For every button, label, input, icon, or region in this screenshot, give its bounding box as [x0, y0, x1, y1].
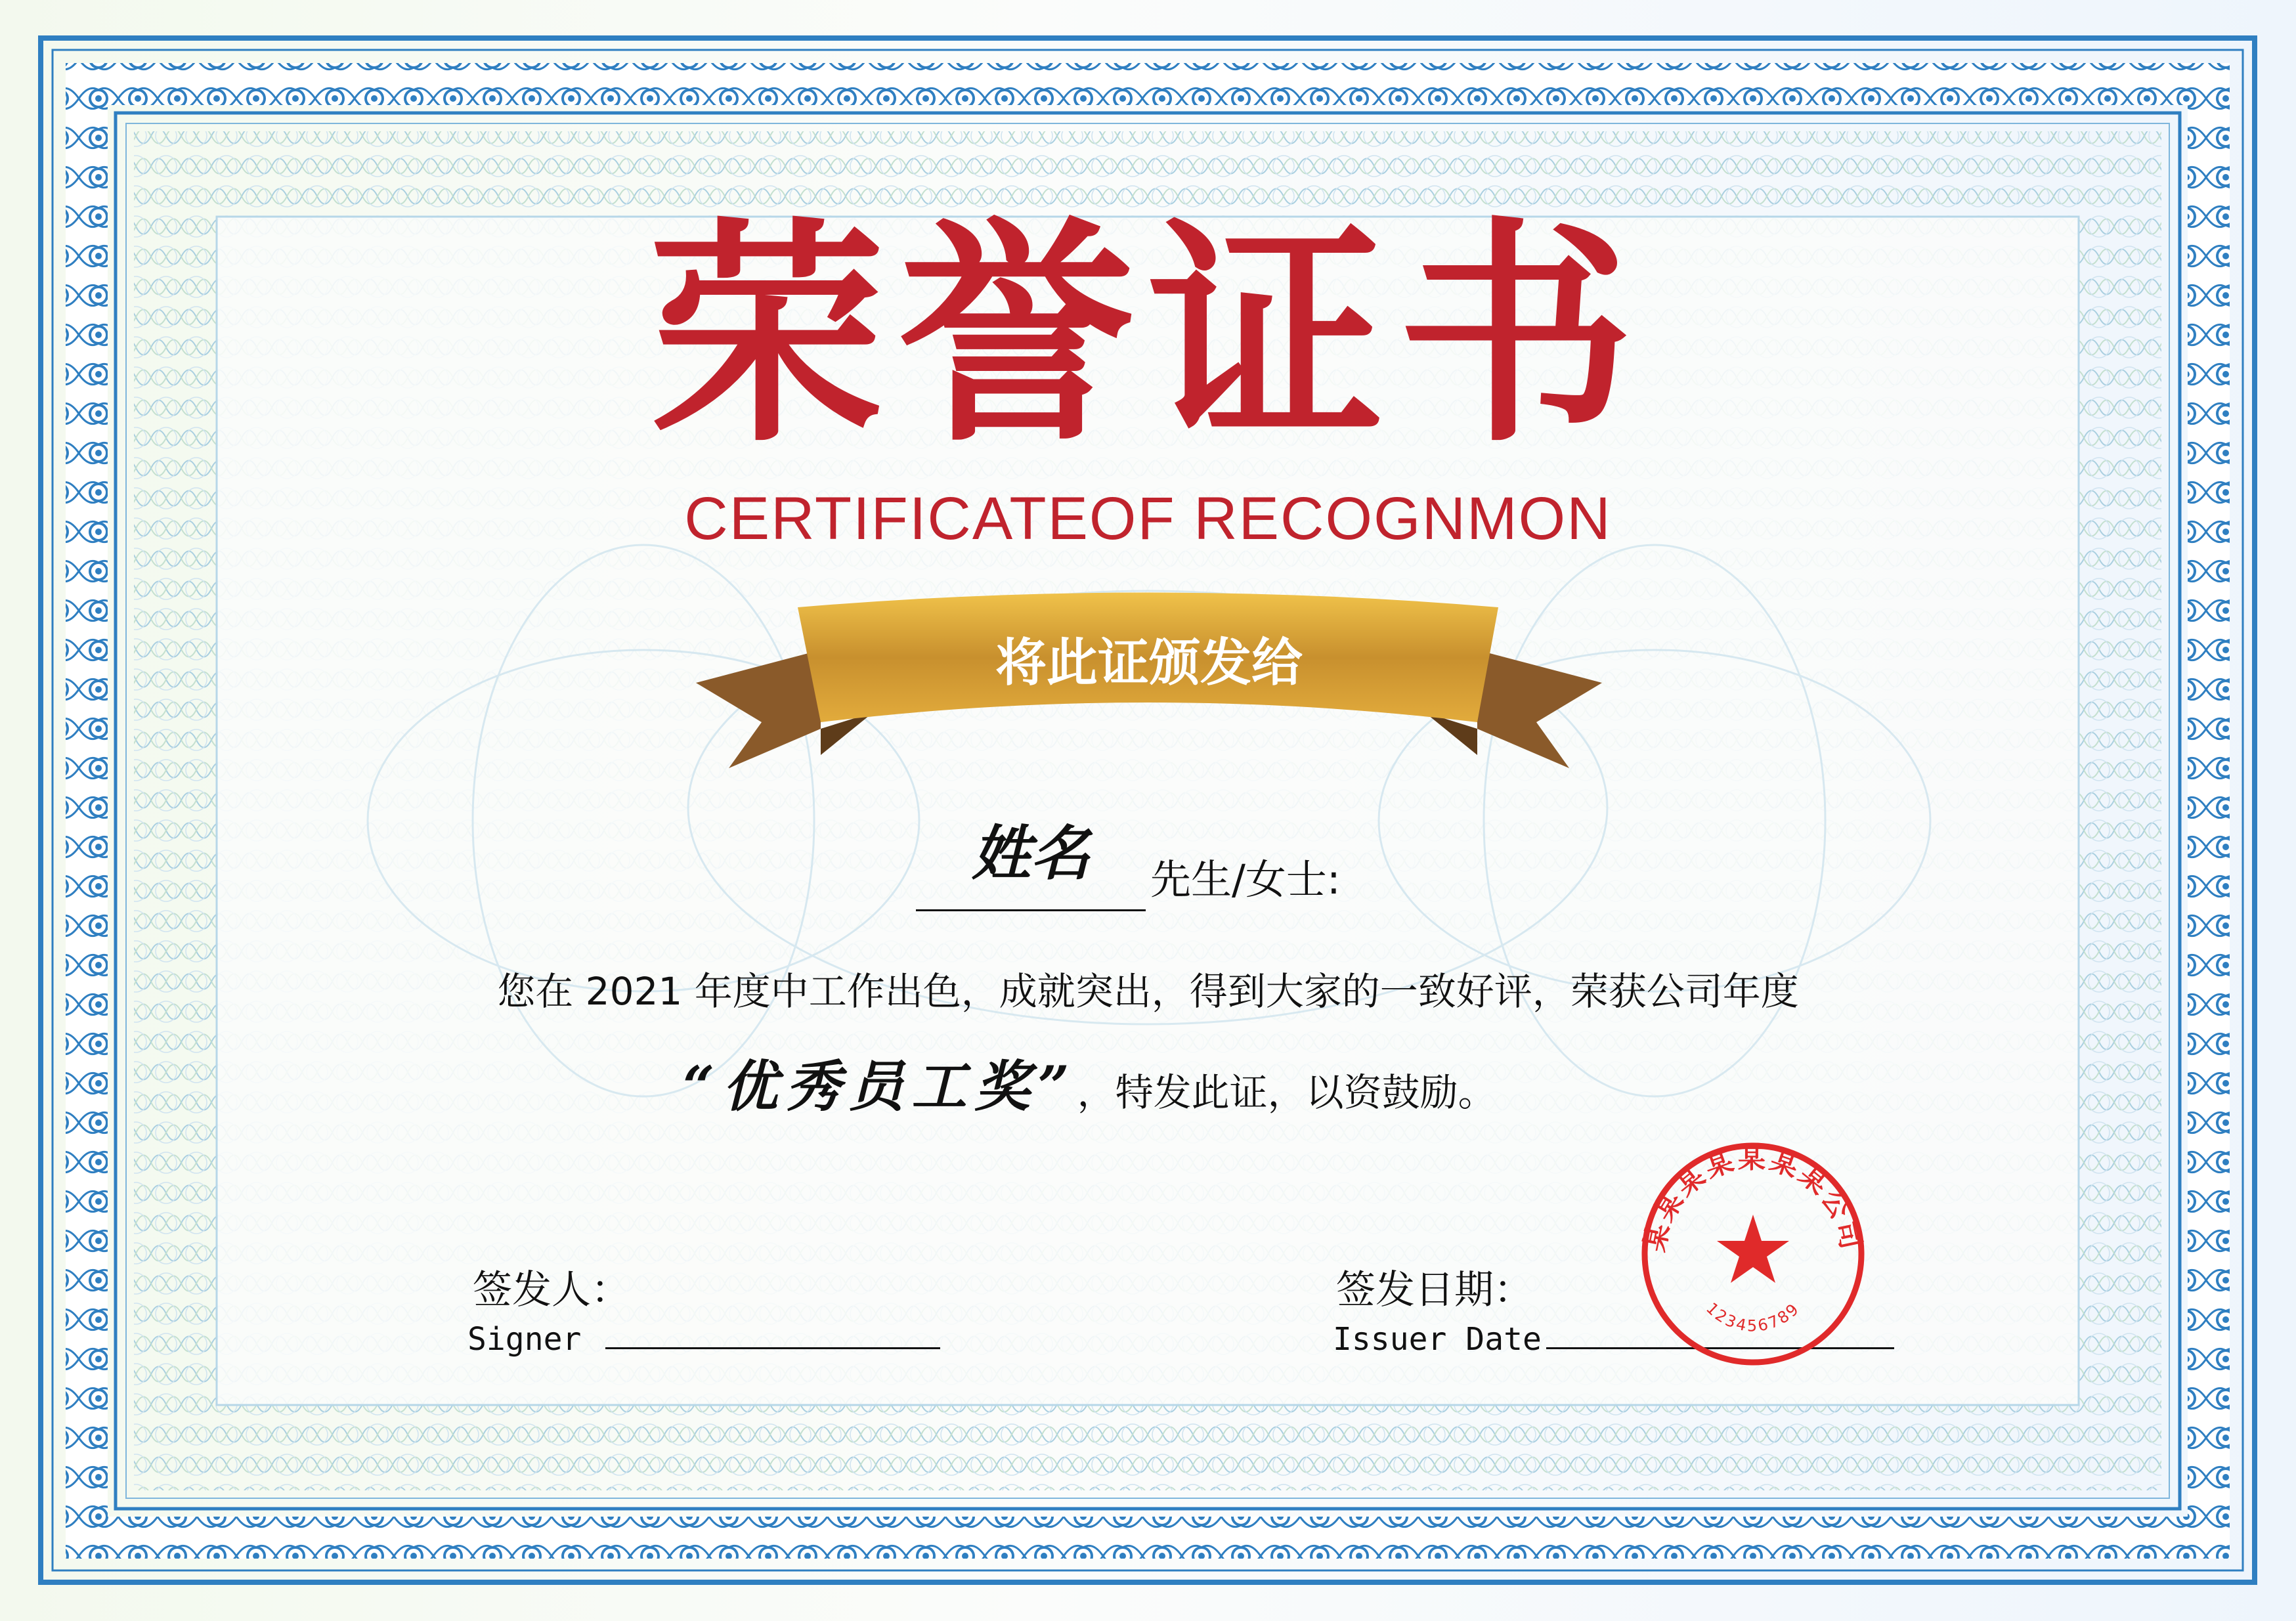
seal-company-text: 某某某某某某某公司: [1637, 1142, 1869, 1255]
certificate-title: 荣誉证书: [649, 196, 1647, 473]
body-text-line1: 您在 2021 年度中工作出色，成就突出，得到大家的一致好评，荣获公司年度: [497, 969, 1799, 1014]
issue-date-label-en: Issuer Date: [1333, 1321, 1542, 1358]
recipient-name: 姓名: [972, 819, 1090, 888]
body-text-line2: [683, 1050, 1496, 1123]
award-name: “优秀员工奖”: [683, 1054, 1077, 1119]
star-icon: [1717, 1215, 1789, 1283]
signer-underline: [605, 1347, 940, 1349]
signer-label-cn: 签发人：: [473, 1267, 630, 1313]
body-text-line2-rest: ，特发此证，以资鼓励。: [1077, 1070, 1496, 1115]
salutation: 先生/女士:: [1150, 855, 1341, 903]
ribbon-text: 将此证颁发给: [995, 633, 1303, 693]
svg-text:123456789: [1702, 1299, 1804, 1335]
issue-date-label-cn: 签发日期：: [1336, 1267, 1533, 1313]
company-seal: [1628, 1129, 1878, 1379]
seal-serial-number: 123456789: [1702, 1299, 1804, 1335]
certificate-subtitle: CERTIFICATEOF RECOGNMON: [684, 485, 1612, 552]
recipient-name-underline: [916, 909, 1146, 911]
signer-label-en: Signer: [467, 1321, 582, 1358]
